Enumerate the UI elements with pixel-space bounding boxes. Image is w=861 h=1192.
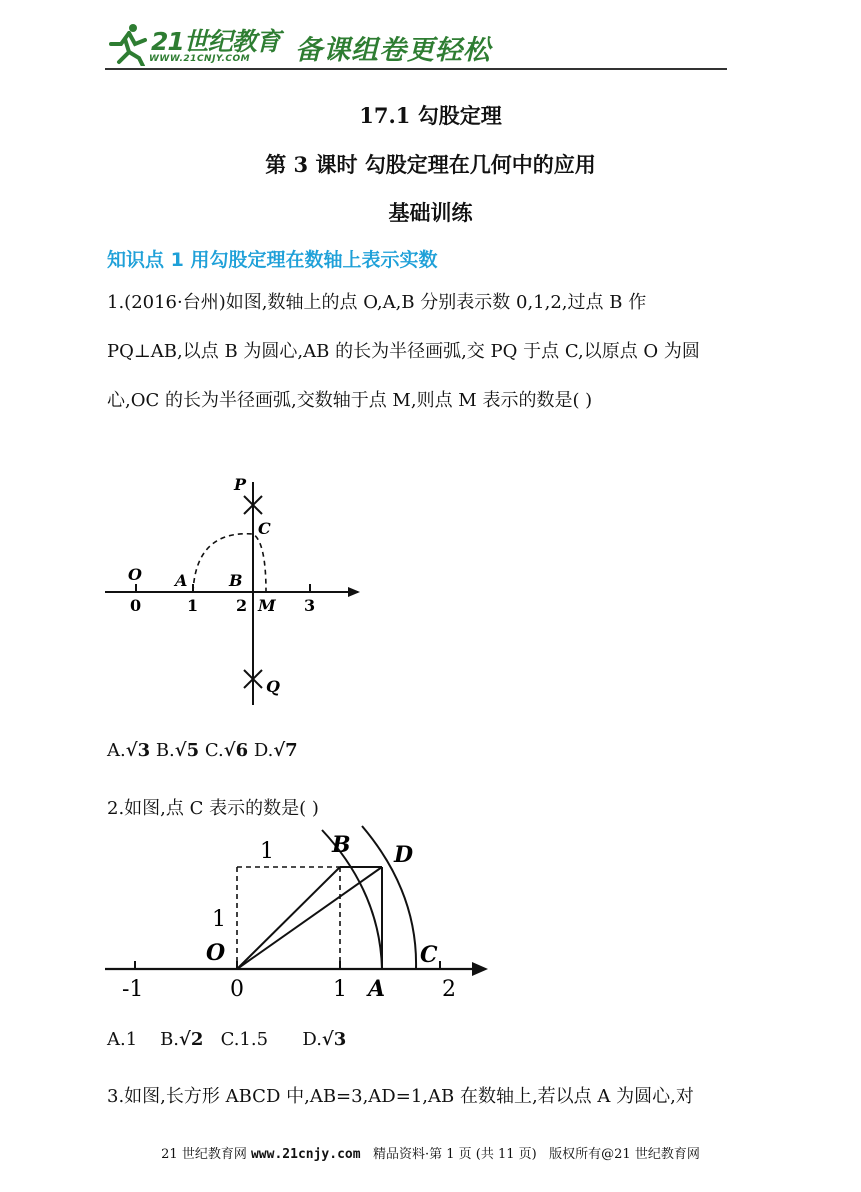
logo-text: 21世纪教育 bbox=[151, 27, 280, 56]
q1-option-value: √5 bbox=[174, 740, 200, 761]
q1-option-letter: B. bbox=[155, 740, 175, 761]
header-divider bbox=[105, 68, 727, 70]
q2-option-letter: B. bbox=[160, 1029, 180, 1050]
q2-point-label: D bbox=[394, 842, 414, 868]
q1-point-label: B bbox=[229, 571, 243, 590]
q2-tick-label: 0 bbox=[230, 977, 244, 1002]
footer-page-info: 精品资料·第 1 页 (共 11 页) bbox=[372, 1147, 537, 1162]
q1-point-label: Q bbox=[266, 677, 280, 696]
q1-point-label: A bbox=[175, 571, 188, 590]
header-slogan: 备课组卷更轻松 bbox=[295, 35, 491, 66]
q1-tick-label: 2 bbox=[236, 596, 248, 615]
q2-option-value: √3 bbox=[321, 1029, 347, 1050]
page-header bbox=[105, 22, 727, 70]
q2-option-letter: D. bbox=[302, 1029, 322, 1050]
q2-option-letter: A. bbox=[107, 1029, 126, 1050]
footer-site-link[interactable]: www.21cnjy.com bbox=[250, 1147, 361, 1162]
q2-tick-label: 1 bbox=[333, 977, 347, 1002]
q2-side-label: 1 bbox=[260, 839, 274, 864]
q2-option-value: 1 bbox=[125, 1029, 138, 1050]
q2-figure bbox=[100, 822, 495, 1004]
q2-point-label: B bbox=[332, 832, 351, 858]
q2-option-value: √2 bbox=[179, 1029, 204, 1050]
footer-left: 21 世纪教育网 bbox=[161, 1147, 247, 1162]
q2-point-label: A bbox=[368, 976, 386, 1002]
q2-tick-label: 2 bbox=[442, 977, 456, 1002]
q2-point-label: C bbox=[420, 942, 438, 968]
footer-copyright: 版权所有@21 世纪教育网 bbox=[549, 1147, 700, 1162]
q2-options bbox=[107, 1029, 346, 1050]
q1-tick-label: 1 bbox=[187, 596, 199, 615]
q1-option-letter: A. bbox=[107, 740, 126, 761]
logo-url: WWW.21CNJY.COM bbox=[149, 54, 251, 64]
q2-option-value: 1.5 bbox=[239, 1029, 269, 1050]
q2-text: 2.如图,点 C 表示的数是( ) bbox=[107, 798, 319, 819]
page-footer bbox=[0, 1143, 861, 1162]
q1-option-value: √6 bbox=[223, 740, 249, 761]
q1-options bbox=[107, 740, 298, 761]
lesson-subtitle: 第 3 课时 勾股定理在几何中的应用 bbox=[265, 152, 596, 177]
runner-logo-icon bbox=[105, 22, 151, 66]
q1-point-label: P bbox=[234, 475, 247, 494]
q1-arrow-icon bbox=[348, 587, 360, 597]
knowledge-point-heading: 知识点 1 用勾股定理在数轴上表示实数 bbox=[107, 249, 438, 271]
q1-option-value: √7 bbox=[273, 740, 298, 761]
q1-text-line-3: 心,OC 的长为半径画弧,交数轴于点 M,则点 M 表示的数是( ) bbox=[107, 390, 593, 411]
page-title: 17.1 勾股定理 bbox=[359, 103, 502, 128]
q1-point-label: C bbox=[258, 519, 271, 538]
q2-side-label: 1 bbox=[212, 907, 226, 932]
q2-point-label: O bbox=[206, 940, 226, 966]
q3-text: 3.如图,长方形 ABCD 中,AB=3,AD=1,AB 在数轴上,若以点 A 为圆心,对 bbox=[107, 1086, 694, 1107]
q1-figure bbox=[100, 470, 370, 710]
section-heading: 基础训练 bbox=[388, 200, 473, 225]
q1-point-label: M bbox=[258, 596, 276, 615]
q1-text-line-2: PQ⊥AB,以点 B 为圆心,AB 的长为半径画弧,交 PQ 于点 C,以原点 O 为圆 bbox=[107, 341, 700, 362]
q2-tick-label: -1 bbox=[122, 977, 144, 1002]
q2-arc-ba bbox=[322, 830, 382, 969]
q1-option-letter: D. bbox=[253, 740, 274, 761]
q1-point-label: O bbox=[128, 565, 142, 584]
q1-option-value: √3 bbox=[125, 740, 151, 761]
q2-option-letter: C. bbox=[220, 1029, 240, 1050]
q1-tick-label: 3 bbox=[304, 596, 316, 615]
q1-text-line-1: 1.(2016·台州)如图,数轴上的点 O,A,B 分别表示数 0,1,2,过点 B 作 bbox=[107, 292, 647, 313]
q1-tick-label: 0 bbox=[130, 596, 142, 615]
q1-option-letter: C. bbox=[204, 740, 224, 761]
q2-arrow-icon bbox=[472, 962, 488, 976]
